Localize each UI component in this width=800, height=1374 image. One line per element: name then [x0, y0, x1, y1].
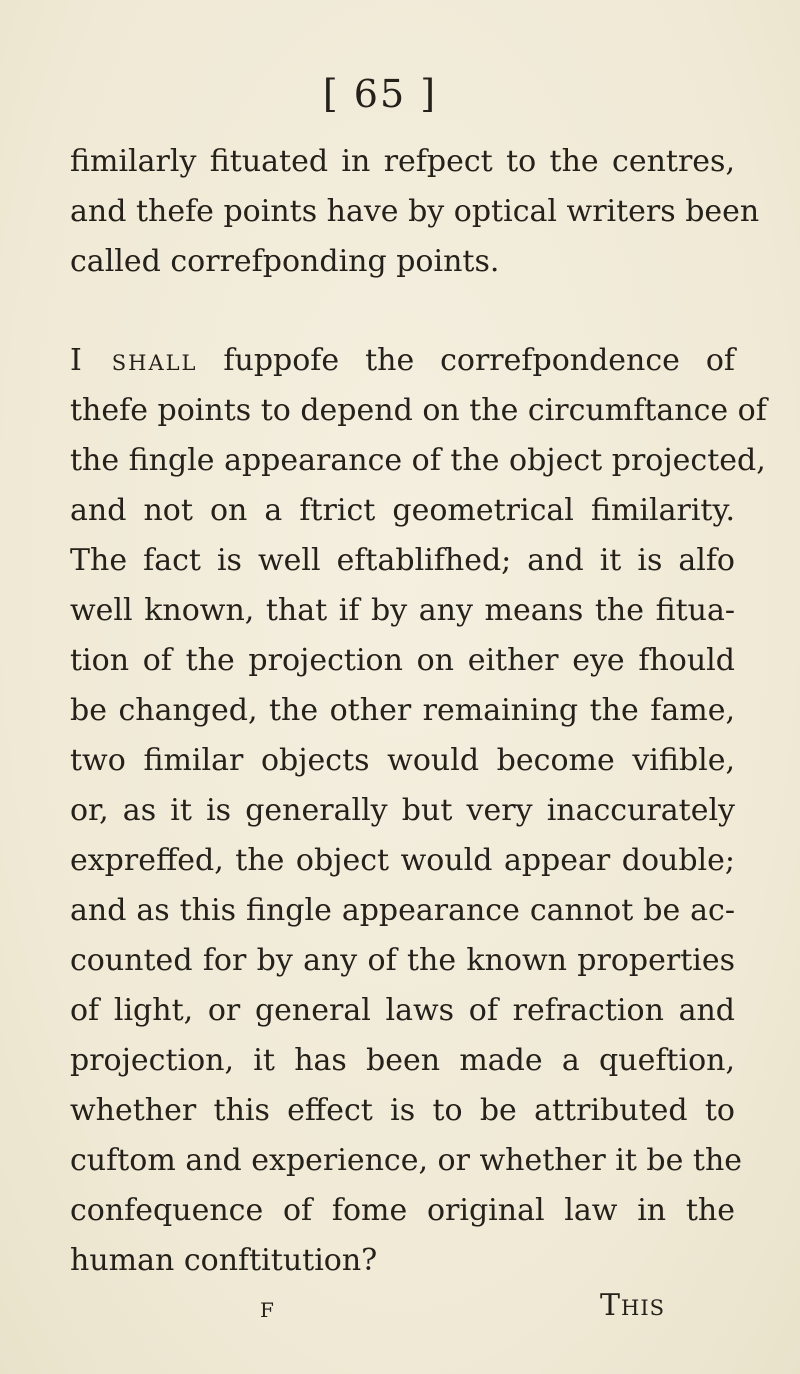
text-line: called correfponding points. [70, 244, 500, 279]
text-line: tion of the projection on either eye fhould [70, 643, 735, 678]
text-line: counted for by any of the known properties [70, 943, 735, 978]
text-line: and as this fingle appearance cannot be ac- [70, 893, 735, 928]
signature-mark: F [260, 1298, 274, 1322]
text-fragment: fuppofe the correfpondence of [197, 343, 735, 378]
text-line: and not on a ftrict geometrical fimilarity. [70, 493, 735, 528]
text-line-first [70, 341, 735, 381]
text-line: expreffed, the object would appear double; [70, 843, 735, 878]
page-number: [ 65 ] [322, 72, 438, 116]
text-line: fimilarly fituated in refpect to the centres, [70, 144, 735, 179]
text-line: of light, or general laws of refraction and [70, 993, 735, 1028]
text-line: confequence of fome original law in the [70, 1193, 735, 1228]
opening-words: I shall [70, 343, 198, 378]
text-line: the fingle appearance of the object projected, [70, 443, 766, 478]
catchword: This [600, 1288, 666, 1323]
text-line: projection, it has been made a queftion, [70, 1043, 735, 1078]
text-line: be changed, the other remaining the fame, [70, 693, 735, 728]
text-line: two fimilar objects would become vifible, [70, 743, 735, 778]
text-line: whether this effect is to be attributed to [70, 1093, 735, 1128]
text-line: or, as it is generally but very inaccurately [70, 793, 735, 828]
text-line: thefe points to depend on the circumftance of [70, 393, 767, 428]
text-line: cuftom and experience, or whether it be the [70, 1143, 743, 1178]
text-line: well known, that if by any means the fitua- [70, 593, 735, 628]
text-line: human conftitution? [70, 1243, 378, 1278]
text-line: The fact is well eftablifhed; and it is alfo [70, 543, 735, 578]
text-line: and thefe points have by optical writers been [70, 194, 760, 229]
